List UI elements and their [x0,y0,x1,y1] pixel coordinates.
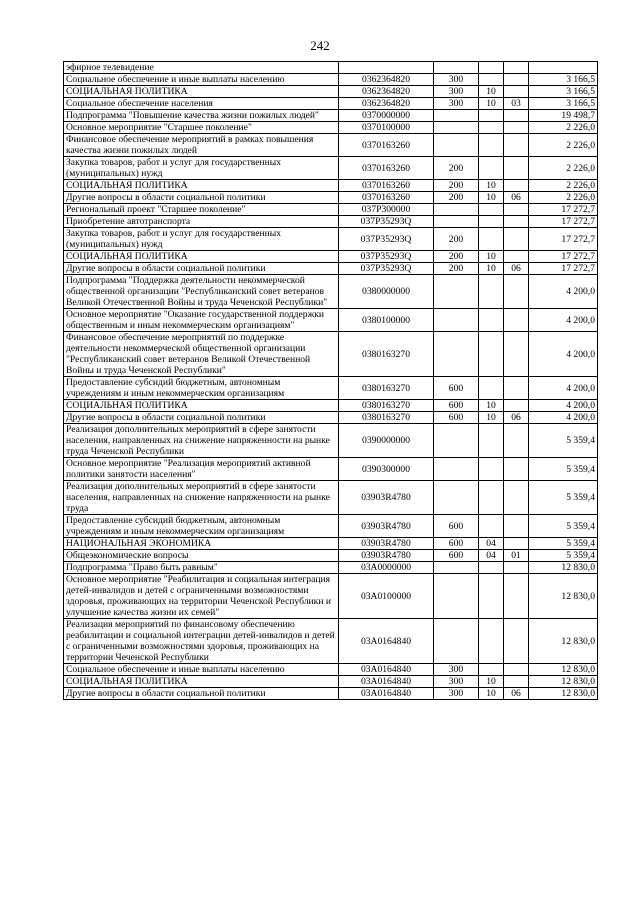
row-name: СОЦИАЛЬНАЯ ПОЛИТИКА [64,86,339,98]
row-subsection [504,515,529,538]
table-row [64,251,598,263]
row-section: 10 [479,688,504,700]
row-name: Другие вопросы в области социальной политики [64,192,339,204]
row-subsection [504,216,529,228]
table-row [64,157,598,180]
row-expense-type [434,134,479,157]
row-subsection [504,134,529,157]
row-name: Социальное обеспечение населения [64,98,339,110]
row-amount: 2 226,0 [529,134,598,157]
row-name: Подпрограмма "Повышение качества жизни пожилых людей" [64,110,339,122]
row-amount: 5 359,4 [529,550,598,562]
table-row [64,204,598,216]
table-row [64,377,598,400]
row-expense-type [434,309,479,332]
table-row [64,664,598,676]
row-subsection [504,481,529,515]
table-row [64,481,598,515]
row-name: СОЦИАЛЬНАЯ ПОЛИТИКА [64,676,339,688]
row-subsection [504,400,529,412]
row-subsection [504,74,529,86]
table-row [64,619,598,664]
table-row [64,538,598,550]
row-subsection [504,458,529,481]
row-amount: 5 359,4 [529,424,598,458]
row-name: Финансовое обеспечение мероприятий в рамках повышения качества жизни пожилых людей [64,134,339,157]
row-expense-type: 200 [434,228,479,251]
table-row [64,332,598,377]
table-row [64,458,598,481]
row-code: 0380163270 [339,412,434,424]
row-expense-type: 600 [434,550,479,562]
row-code: 0380163270 [339,400,434,412]
row-subsection: 06 [504,192,529,204]
row-code: 0370100000 [339,122,434,134]
row-section [479,458,504,481]
row-section: 04 [479,550,504,562]
row-amount: 17 272,7 [529,228,598,251]
row-amount: 2 226,0 [529,180,598,192]
table-row [64,263,598,275]
table-row [64,424,598,458]
row-name: Финансовое обеспечение мероприятий по поддержке деятельности некоммерческой общественной организации "Республиканский совет ветеранов Великой Отечественной Войны и труда Чеченской Республики" [64,332,339,377]
row-subsection [504,619,529,664]
row-name: Социальное обеспечение и иные выплаты населению [64,74,339,86]
row-amount: 12 830,0 [529,688,598,700]
row-amount: 17 272,7 [529,204,598,216]
row-section: 10 [479,180,504,192]
row-section [479,377,504,400]
row-expense-type [434,481,479,515]
row-expense-type: 600 [434,538,479,550]
row-name: СОЦИАЛЬНАЯ ПОЛИТИКА [64,251,339,263]
row-code: 0370163260 [339,192,434,204]
budget-table-body [64,62,598,700]
row-expense-type [434,62,479,74]
row-code: 03903R4780 [339,550,434,562]
row-amount: 3 166,5 [529,86,598,98]
table-row [64,98,598,110]
row-code: 037P35293Q [339,216,434,228]
row-section [479,275,504,309]
row-code: 0370163260 [339,134,434,157]
row-code: 0362364820 [339,86,434,98]
row-expense-type: 300 [434,86,479,98]
table-row [64,192,598,204]
table-row [64,562,598,574]
row-code: 0390300000 [339,458,434,481]
row-code: 0380163270 [339,377,434,400]
budget-table [63,61,598,700]
row-code: 03A0164840 [339,676,434,688]
row-code: 0380000000 [339,275,434,309]
row-name: СОЦИАЛЬНАЯ ПОЛИТИКА [64,180,339,192]
row-subsection [504,676,529,688]
row-amount: 5 359,4 [529,458,598,481]
row-name: Предоставление субсидий бюджетным, автономным учреждениям и иным некоммерческим организациям [64,515,339,538]
table-row [64,74,598,86]
row-section: 10 [479,192,504,204]
row-name: Региональный проект "Старшее поколение" [64,204,339,216]
row-subsection [504,180,529,192]
row-section [479,515,504,538]
row-amount: 5 359,4 [529,481,598,515]
row-expense-type [434,424,479,458]
row-section: 10 [479,251,504,263]
row-expense-type [434,204,479,216]
row-subsection: 01 [504,550,529,562]
row-expense-type: 300 [434,74,479,86]
row-expense-type [434,122,479,134]
row-section [479,424,504,458]
row-code: 0370163260 [339,157,434,180]
row-subsection [504,562,529,574]
row-code: 037P35293Q [339,251,434,263]
row-section [479,204,504,216]
row-expense-type [434,619,479,664]
row-name: Подпрограмма "Поддержка деятельности некоммерческой общественной организации "Республиканский совет ветеранов Великой Отечественной Войны и труда Чеченской Республики" [64,275,339,309]
row-code [339,62,434,74]
row-name: Социальное обеспечение и иные выплаты населению [64,664,339,676]
row-name: Реализация мероприятий по финансовому обеспечению реабилитации и социальной интеграции детей-инвалидов и детей с ограниченными возможностями здоровья, проживающих на территории Чеченской Республики [64,619,339,664]
row-name: Приобретение автотранспорта [64,216,339,228]
table-row [64,110,598,122]
row-section: 10 [479,676,504,688]
row-expense-type [434,332,479,377]
table-row [64,412,598,424]
row-name: Предоставление субсидий бюджетным, автономным учреждениям и иным некоммерческим организациям [64,377,339,400]
row-code: 0362364820 [339,74,434,86]
row-code: 0390000000 [339,424,434,458]
row-expense-type: 300 [434,664,479,676]
row-amount: 2 226,0 [529,192,598,204]
row-section [479,122,504,134]
row-expense-type: 200 [434,180,479,192]
row-amount: 12 830,0 [529,676,598,688]
row-amount: 5 359,4 [529,538,598,550]
row-amount: 2 226,0 [529,157,598,180]
row-code: 03A0164840 [339,664,434,676]
row-section [479,332,504,377]
row-amount: 12 830,0 [529,664,598,676]
row-expense-type: 600 [434,377,479,400]
row-amount: 19 498,7 [529,110,598,122]
row-amount [529,62,598,74]
row-section [479,481,504,515]
row-code: 03903R4780 [339,481,434,515]
row-amount: 17 272,7 [529,251,598,263]
row-subsection [504,574,529,619]
row-code: 03903R4780 [339,515,434,538]
row-name: Реализация дополнительных мероприятий в сфере занятости населения, направленных на снижение напряженности на рынке труда [64,481,339,515]
row-name: эфирное телевидение [64,62,339,74]
row-amount: 12 830,0 [529,619,598,664]
row-amount: 4 200,0 [529,332,598,377]
row-amount: 4 200,0 [529,377,598,400]
table-row [64,86,598,98]
row-code: 0380163270 [339,332,434,377]
table-row [64,574,598,619]
row-code: 037P35293Q [339,228,434,251]
row-code: 037P300000 [339,204,434,216]
row-subsection [504,62,529,74]
page-number: 242 [310,38,330,53]
row-expense-type: 300 [434,676,479,688]
row-name: Закупка товаров, работ и услуг для государственных (муниципальных) нужд [64,157,339,180]
row-code: 0370000000 [339,110,434,122]
row-code: 0380100000 [339,309,434,332]
table-row [64,62,598,74]
row-name: Основное мероприятие "Реализация мероприятий активной политики занятости населения" [64,458,339,481]
row-name: Реализация дополнительных мероприятий в сфере занятости населения, направленных на снижение напряженности на рынке труда Чеченской Республики [64,424,339,458]
row-subsection [504,309,529,332]
row-section [479,157,504,180]
row-expense-type: 600 [434,412,479,424]
table-row [64,550,598,562]
row-subsection [504,251,529,263]
row-section [479,309,504,332]
row-name: СОЦИАЛЬНАЯ ПОЛИТИКА [64,400,339,412]
row-subsection [504,122,529,134]
row-section: 10 [479,412,504,424]
row-expense-type: 300 [434,688,479,700]
table-row [64,676,598,688]
row-section [479,619,504,664]
row-expense-type [434,216,479,228]
row-subsection [504,157,529,180]
row-section: 10 [479,86,504,98]
row-expense-type [434,562,479,574]
row-expense-type: 200 [434,251,479,263]
row-amount: 4 200,0 [529,309,598,332]
row-name: Основное мероприятие "Реабилитация и социальная интеграция детей-инвалидов и детей с ограниченными возможностями здоровья, проживающих на территории Чеченской Республики и улучшение качества жизни их семей" [64,574,339,619]
row-name: Другие вопросы в области социальной политики [64,688,339,700]
row-expense-type: 300 [434,98,479,110]
row-amount: 3 166,5 [529,74,598,86]
table-row [64,228,598,251]
row-amount: 4 200,0 [529,412,598,424]
row-name: Общеэкономические вопросы [64,550,339,562]
row-amount: 17 272,7 [529,216,598,228]
row-expense-type [434,275,479,309]
table-row [64,515,598,538]
row-amount: 17 272,7 [529,263,598,275]
row-subsection: 06 [504,688,529,700]
row-name: Основное мероприятие "Оказание государственной поддержки общественным и иным некоммерческим организациям" [64,309,339,332]
row-section: 10 [479,263,504,275]
row-code: 03A0100000 [339,574,434,619]
table-row [64,180,598,192]
row-expense-type: 200 [434,263,479,275]
row-section [479,216,504,228]
row-name: Другие вопросы в области социальной политики [64,263,339,275]
row-section: 10 [479,98,504,110]
row-name: Закупка товаров, работ и услуг для государственных (муниципальных) нужд [64,228,339,251]
row-code: 0362364820 [339,98,434,110]
row-subsection [504,664,529,676]
row-section [479,574,504,619]
row-section [479,110,504,122]
row-subsection [504,332,529,377]
row-subsection [504,424,529,458]
row-section [479,664,504,676]
row-amount: 12 830,0 [529,562,598,574]
row-subsection: 03 [504,98,529,110]
row-section: 04 [479,538,504,550]
row-subsection [504,377,529,400]
row-section [479,74,504,86]
row-section [479,562,504,574]
row-subsection [504,86,529,98]
table-row [64,400,598,412]
row-subsection [504,538,529,550]
row-name: Другие вопросы в области социальной политики [64,412,339,424]
row-code: 03A0164840 [339,688,434,700]
row-expense-type [434,574,479,619]
row-subsection [504,204,529,216]
row-subsection: 06 [504,412,529,424]
row-amount: 2 226,0 [529,122,598,134]
table-row [64,134,598,157]
row-code: 0370163260 [339,180,434,192]
table-row [64,122,598,134]
row-expense-type [434,458,479,481]
row-expense-type [434,110,479,122]
row-code: 03903R4780 [339,538,434,550]
row-expense-type: 600 [434,515,479,538]
row-amount: 5 359,4 [529,515,598,538]
row-subsection: 06 [504,263,529,275]
row-expense-type: 200 [434,192,479,204]
table-row [64,688,598,700]
row-amount: 4 200,0 [529,400,598,412]
row-expense-type: 600 [434,400,479,412]
row-section [479,228,504,251]
table-row [64,216,598,228]
row-amount: 4 200,0 [529,275,598,309]
row-subsection [504,228,529,251]
row-subsection [504,275,529,309]
table-row [64,275,598,309]
row-code: 037P35293Q [339,263,434,275]
row-code: 03A0000000 [339,562,434,574]
row-amount: 12 830,0 [529,574,598,619]
row-name: НАЦИОНАЛЬНАЯ ЭКОНОМИКА [64,538,339,550]
row-expense-type: 200 [434,157,479,180]
table-row [64,309,598,332]
row-section [479,62,504,74]
row-section: 10 [479,400,504,412]
row-code: 03A0164840 [339,619,434,664]
row-amount: 3 166,5 [529,98,598,110]
row-name: Основное мероприятие "Старшее поколение" [64,122,339,134]
row-subsection [504,110,529,122]
row-section [479,134,504,157]
row-name: Подпрограмма "Право быть равным" [64,562,339,574]
